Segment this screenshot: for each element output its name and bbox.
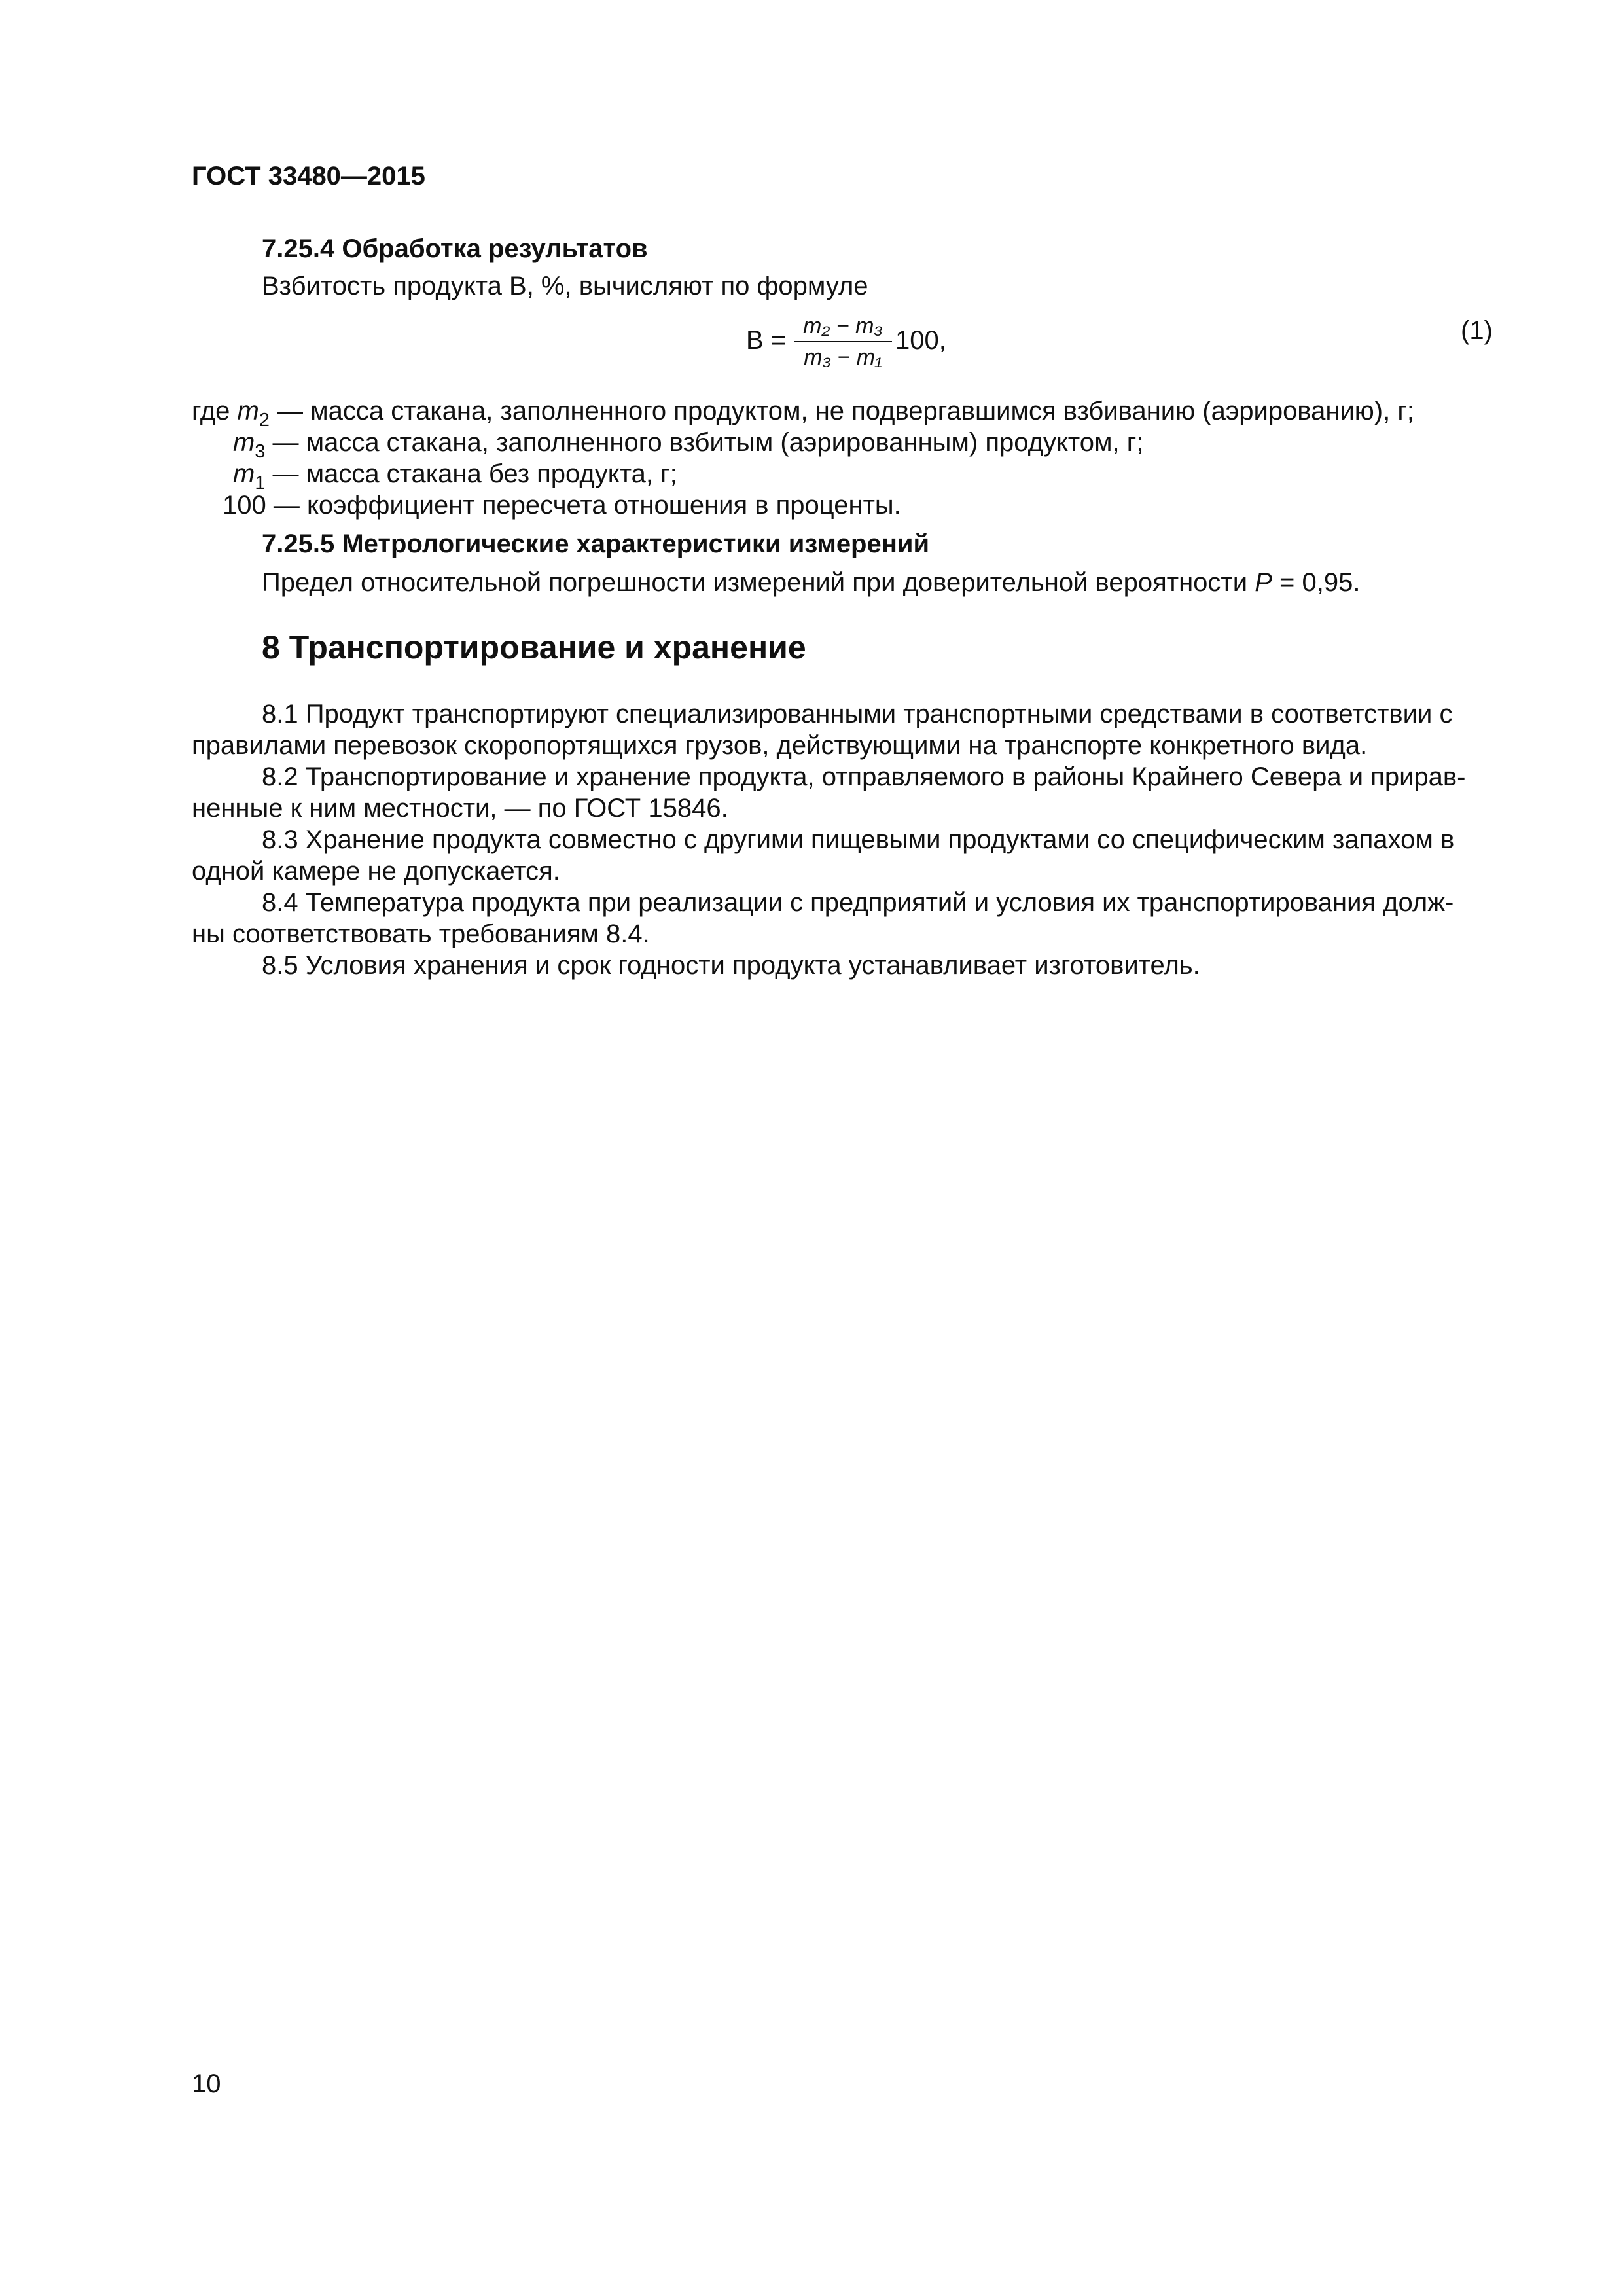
where-lead: где: [192, 397, 230, 425]
formula-denominator: m₃ − m₁: [804, 345, 882, 370]
probability-symbol: P: [1255, 568, 1272, 597]
para-8-2-line-1: 8.2 Транспортирование и хранение продукта, отправляемого в районы Крайнего Севера и прирав-: [262, 762, 1466, 791]
formula-numerator: m₂ − m₃: [794, 313, 892, 342]
coef-100-desc: — коэффициент пересчета отношения в проценты.: [266, 491, 901, 520]
coef-100-symbol: 100: [223, 491, 266, 520]
var-m1-symbol: m: [233, 459, 255, 488]
where-line-m2: [192, 395, 1415, 431]
var-m3-sub: 3: [255, 441, 266, 463]
var-m3-symbol: m: [233, 428, 255, 457]
var-m1-desc: — масса стакана без продукта, г;: [265, 459, 677, 488]
para-8-3-line-2: одной камере не допускается.: [192, 857, 560, 886]
chapter-8-title: 8 Транспортирование и хранение: [262, 629, 806, 666]
var-m1-sub: 1: [255, 473, 266, 494]
var-m2-desc: — масса стакана, заполненного продуктом, не подвергавшимся взбиванию (аэрированию), г;: [269, 397, 1415, 425]
para-8-5: 8.5 Условия хранения и срок годности продукта устанавливает изготовитель.: [262, 951, 1200, 980]
var-m3-desc: — масса стакана, заполненного взбитым (аэрированным) продуктом, г;: [265, 428, 1144, 457]
para-8-4-line-2: ны соответствовать требованиям 8.4.: [192, 920, 650, 948]
where-line-100: [223, 490, 901, 521]
section-7-25-5-text: [262, 567, 1360, 598]
section-7-25-4-heading: 7.25.4 Обработка результатов: [262, 234, 648, 263]
para-8-1-line-1: 8.1 Продукт транспортируют специализированными транспортными средствами в соответствии с: [262, 700, 1453, 728]
section-7-25-5-heading: 7.25.5 Метрологические характеристики измерений: [262, 529, 930, 558]
formula-lhs: В =: [746, 326, 787, 355]
probability-value: = 0,95.: [1272, 568, 1361, 597]
para-8-4-line-1: 8.4 Температура продукта при реализации с предприятий и условия их транспортирования долж-: [262, 888, 1454, 917]
document-id-header: ГОСТ 33480—2015: [192, 162, 425, 190]
para-8-3-line-1: 8.3 Хранение продукта совместно с другими пищевыми продуктами со специфическим запахом в: [262, 825, 1455, 854]
var-m2-sub: 2: [259, 410, 270, 431]
where-line-m3: [233, 427, 1144, 463]
formula-multiplier: 100,: [895, 326, 946, 355]
para-8-1-line-2: правилами перевозок скоропортящихся грузов, действующими на транспорте конкретного вида.: [192, 731, 1368, 760]
formula-fraction: [794, 313, 892, 370]
page-number: 10: [192, 2070, 221, 2098]
formula-number: (1): [1461, 316, 1493, 345]
var-m2-symbol: m: [237, 397, 259, 425]
para-8-2-line-2: ненные к ним местности, — по ГОСТ 15846.: [192, 794, 728, 823]
metrology-text: Предел относительной погрешности измерений при доверительной вероятности: [262, 568, 1255, 597]
formula-intro: Взбитость продукта В, %, вычисляют по формуле: [262, 272, 868, 300]
where-line-m1: [233, 458, 677, 494]
